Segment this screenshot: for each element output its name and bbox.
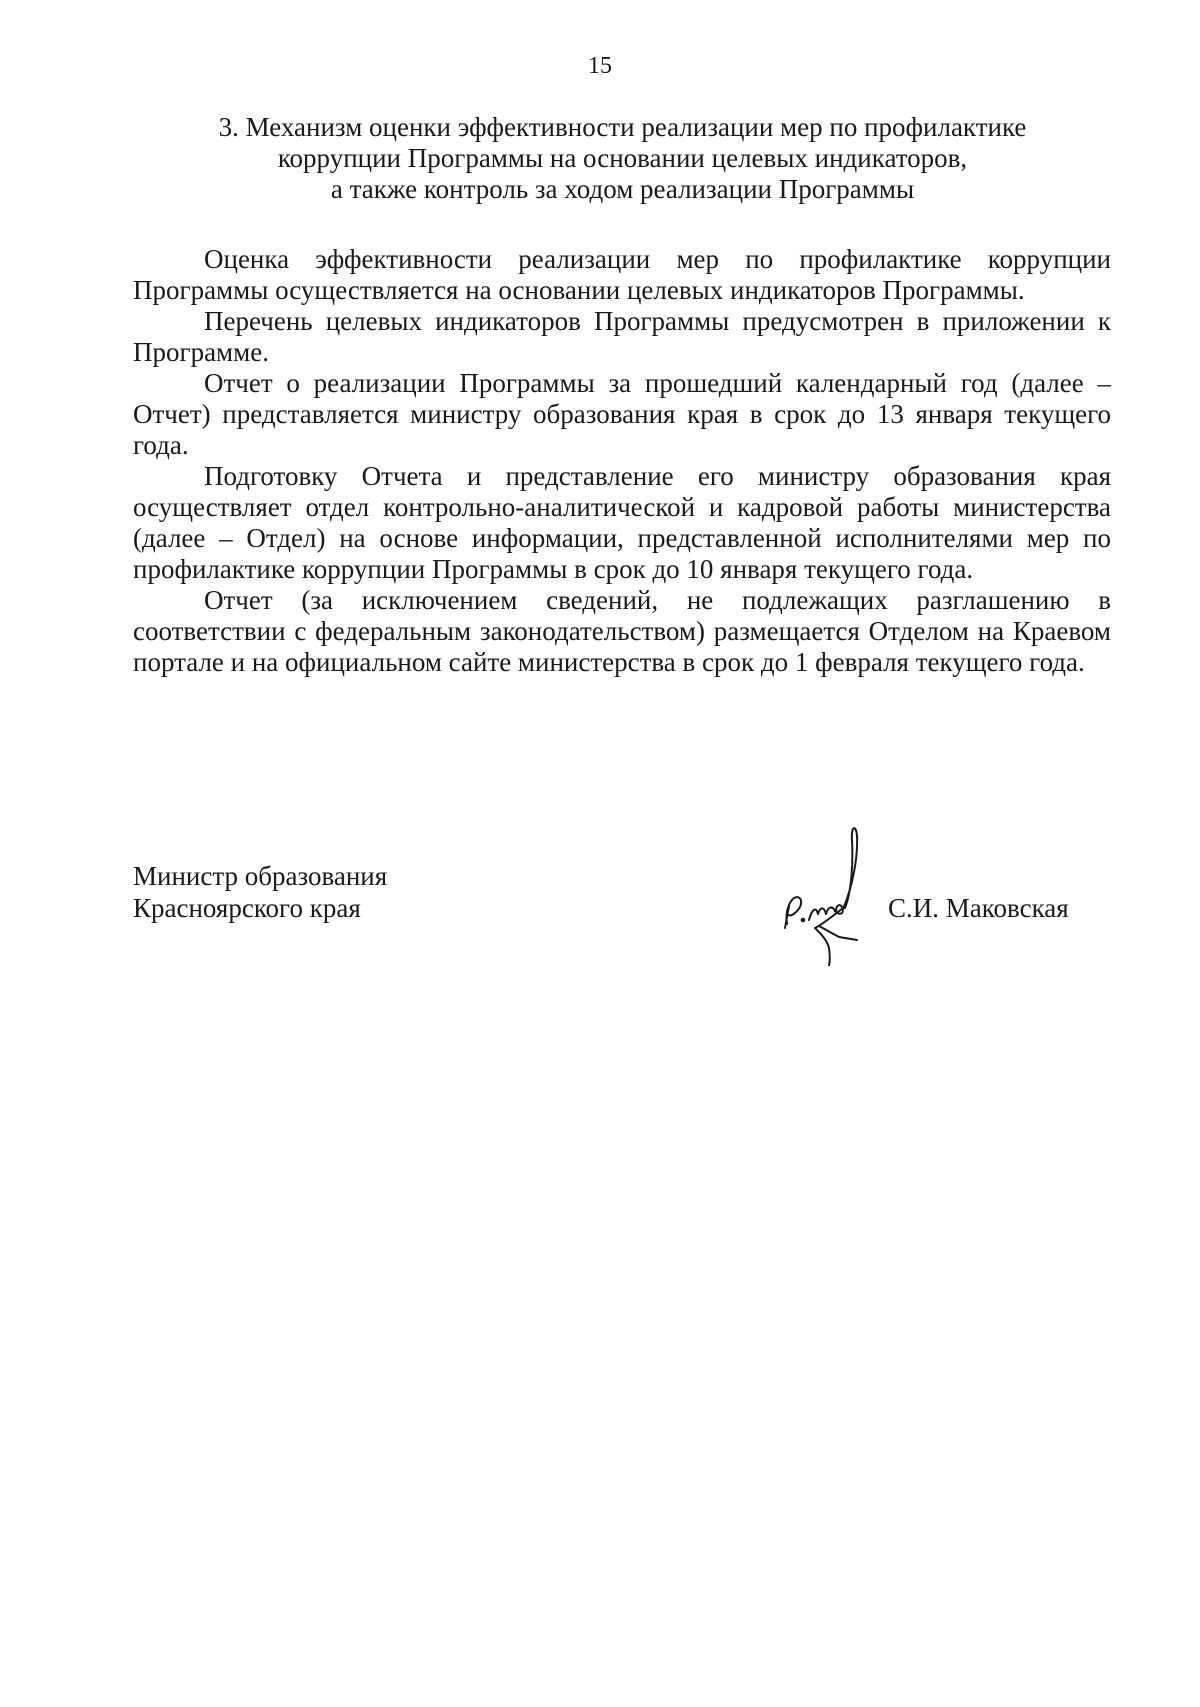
section-heading-line: коррупции Программы на основании целевых индикаторов, [277,143,968,173]
paragraph: Подготовку Отчета и представление его министру образования края осуществляет отдел контрольно-аналитической и кадровой работы министерства (далее – Отдел) на основе информации, представленной исполнителями мер по профилактике коррупции Программы в срок до 10 января текущего года. [133,461,1111,584]
signer-name: С.И. Маковская [888,893,1069,923]
paragraph: Перечень целевых индикаторов Программы предусмотрен в приложении к Программе. [133,306,1111,367]
page-number: 15 [588,53,612,79]
paragraph: Оценка эффективности реализации мер по профилактике коррупции Программы осуществляется на основании целевых индикаторов Программы. [133,244,1111,305]
section-heading [130,112,1115,205]
section-heading-line: 3. Механизм оценки эффективности реализации мер по профилактике [218,112,1027,142]
signer-title-line: Министр образования [133,861,388,891]
handwritten-signature [781,816,881,966]
body-text [133,244,1111,678]
paragraph: Отчет (за исключением сведений, не подлежащих разглашению в соответствии с федеральным законодательством) размещается Отделом на Краевом портале и на официальном сайте министерства в срок до 1 февраля текущего года. [133,585,1111,677]
section-heading-line: а также контроль за ходом реализации Программы [330,174,915,204]
signer-title [133,860,387,924]
paragraph: Отчет о реализации Программы за прошедший календарный год (далее – Отчет) представляется министру образования края в срок до 13 января текущего года. [133,368,1111,460]
signer-title-line: Красноярского края [133,893,361,923]
signature-block [133,860,1111,980]
